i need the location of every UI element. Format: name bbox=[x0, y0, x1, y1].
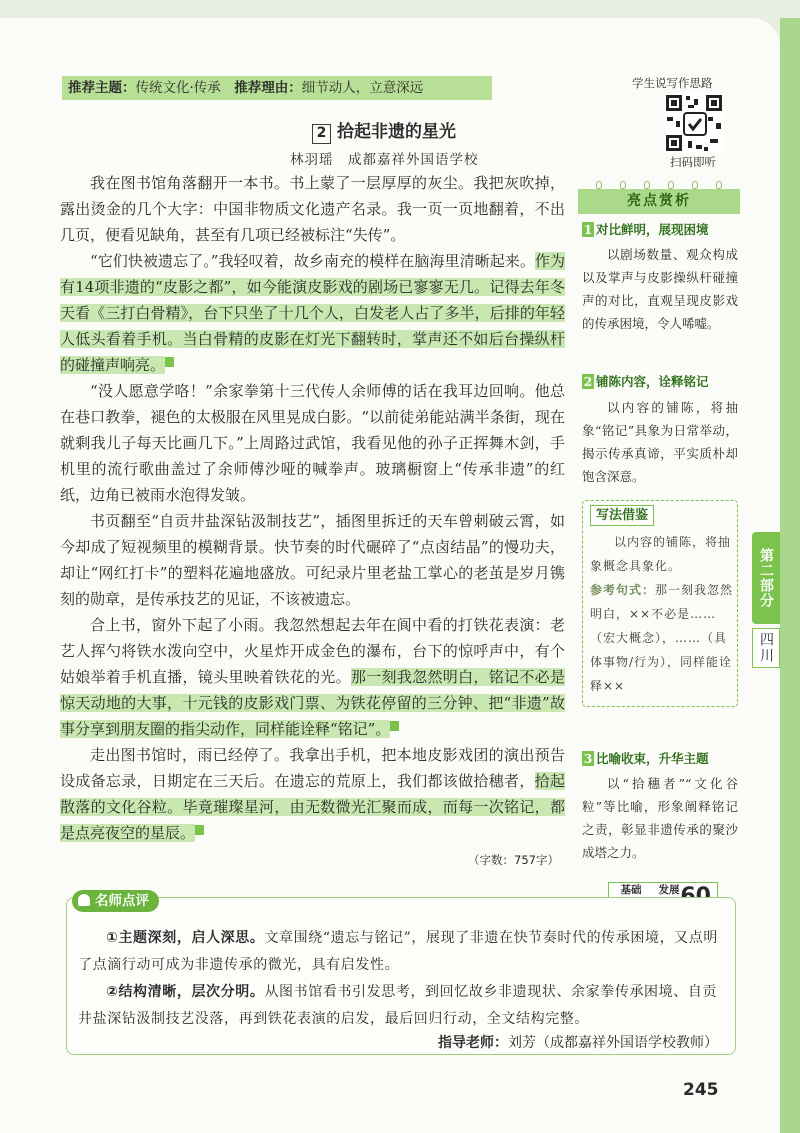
highlight-2-title: 2 铺陈内容，诠释铭记 bbox=[583, 374, 709, 389]
highlight-3-text: 以“拾穗者”“文化谷粒”等比喻，形象阐释铭记之责，彰显非遗传承的聚沙成塔之力。 bbox=[582, 776, 738, 860]
method-tag: 写法借鉴 bbox=[590, 505, 654, 526]
review-text bbox=[78, 925, 728, 1033]
review-tag: 名师点评 bbox=[72, 890, 159, 912]
paragraph: 我在图书馆角落翻开一本书。书上蒙了一层厚厚的灰尘。我把灰吹掉，露出烫金的几个大字：中国非物质文化遗产名录。我一页一页地翻着，不出几页，便看见缺角，甚至有几项已经被标注“失传”。 bbox=[60, 174, 565, 244]
method-text bbox=[590, 530, 734, 698]
article-title bbox=[312, 117, 456, 144]
reason-label: 推荐理由： bbox=[234, 80, 302, 96]
footnote-marker: 1 bbox=[165, 357, 174, 367]
highlight-1-title: 1 对比鲜明，展现困境 bbox=[583, 222, 709, 237]
paragraph bbox=[60, 612, 565, 742]
reference-text: 那一刻我忽然明白，××不必是……（宏大概念），……（具体事物/行为），同样能诠释×× bbox=[590, 583, 734, 693]
reason-value: 细节动人，立意深远 bbox=[301, 80, 424, 96]
qr-caption: 学生说写作思路 bbox=[632, 76, 713, 90]
paragraph: “没人愿意学咯！”余家拳第十三代传人余师傅的话在我耳边回响。他总在巷口教拳，褪色的太极服在风里晃成白影。“以前徒弟能站满半条街，现在就剩我儿子每天比画几下。”上周路过武馆，我看见他的孙子正挥舞木剑，手机里的流行歌曲盖过了余师傅沙哑的喊拳声。玻璃橱窗上“传承非遗”的红纸，边角已被雨水泡得发皱。 bbox=[60, 382, 565, 504]
paragraph bbox=[60, 742, 565, 846]
review-point: ①主题深刻，启人深思。文章围绕“遗忘与铭记”，展现了非遗在快节奏时代的传承困境，又点明了点滴行动可成为非遗传承的微光，具有启发性。 bbox=[78, 930, 718, 973]
page-number: 245 bbox=[683, 1080, 719, 1100]
footnote-marker: 3 bbox=[195, 825, 204, 835]
qr-code-icon[interactable] bbox=[664, 93, 724, 153]
highlight-3-title: 3 比喻收束，升华主题 bbox=[583, 751, 709, 766]
teacher-credit: 指导老师：刘芳（成都嘉祥外国语学校教师） bbox=[438, 1035, 718, 1051]
theme-label: 推荐主题： bbox=[68, 80, 136, 96]
basic-label: 基础 bbox=[620, 884, 642, 896]
highlight-1-text: 以剧场数量、观众构成以及掌声与皮影操纵杆碰撞声的对比，直观呈现皮影戏的传承困境，令人唏嘘。 bbox=[582, 247, 738, 331]
method-description: 以内容的铺陈，将抽象概念具象化。 bbox=[590, 535, 732, 573]
highlighted-text: 作为有14项非遗的“皮影之都”，如今能演皮影戏的剧场已寥寥无几。记得去年冬天看《三打白骨精》，台下只坐了十几个人，白发老人占了多半，后排的年轻人低头看着手机。当白骨精的皮影在灯光下翻转时，掌声还不如后台操纵杆的碰撞声响亮。 bbox=[60, 252, 565, 374]
article-author: 林羽瑶 成都嘉祥外国语学校 bbox=[290, 152, 479, 168]
article-number: 2 bbox=[312, 124, 331, 144]
right-green-band bbox=[780, 18, 800, 1133]
highlights-header: 亮点赏析 bbox=[578, 189, 740, 214]
article-title-text: 拾起非遗的星光 bbox=[337, 122, 456, 142]
word-count: （字数：757字） bbox=[468, 853, 559, 867]
qr-scan-label: 扫码即听 bbox=[670, 155, 716, 169]
person-icon bbox=[78, 894, 90, 906]
highlighted-text: 那一刻我忽然明白，铭记不必是惊天动地的大事，十元钱的皮影戏门票、为铁花停留的三分钟、把“非遗”故事分享到朋友圈的指尖动作，同样能诠释“铭记”。 bbox=[60, 668, 565, 738]
paragraph bbox=[60, 248, 565, 378]
review-point: ②结构清晰，层次分明。从图书馆看书引发思考，到回忆故乡非遗现状、余家拳传承困境、自贡井盐深钻汲制技艺没落，再到铁花表演的启发，最后回归行动，全文结构完整。 bbox=[78, 984, 718, 1027]
footnote-marker: 2 bbox=[390, 721, 399, 731]
highlighted-text: 拾起散落的文化谷粒。毕竟璀璨星河，由无数微光汇聚而成，而每一次铭记，都是点亮夜空的星辰。 bbox=[60, 772, 565, 842]
paragraph: 书页翻至“自贡井盐深钻汲制技艺”，插图里拆迁的天车曾刺破云霄，如今却成了短视频里的模糊背景。快节奏的时代碾碎了“点卤结晶”的慢功夫，却让“网红打卡”的塑料花遍地盛放。可纪录片里老盐工掌心的老茧是岁月镌刻的勋章，是传承技艺的见证，不该被遗忘。 bbox=[60, 512, 565, 608]
province-tab[interactable]: 四川 bbox=[752, 628, 780, 668]
paragraph-text: “它们快被遗忘了。”我轻叹着，故乡南充的模样在脑海里清晰起来。 bbox=[90, 252, 535, 270]
article-body bbox=[60, 170, 565, 846]
theme-value: 传统文化·传承 bbox=[135, 80, 221, 96]
reference-label: 参考句式： bbox=[590, 583, 656, 597]
topic-bar bbox=[62, 76, 492, 100]
paragraph-text: 合上书，窗外下起了小雨。我忽然想起去年在阆中看的打铁花表演：老艺人挥勺将铁水泼向空中，火星炸开成金色的瀑布，台下的惊呼声中，有个姑娘举着手机直播，镜头里映着铁花的光。 bbox=[60, 616, 565, 686]
highlight-2-text: 以内容的铺陈，将抽象“铭记”具象为日常举动，揭示传承真谛，平实质朴却饱含深意。 bbox=[582, 400, 738, 484]
paragraph-text: 走出图书馆时，雨已经停了。我拿出手机，把本地皮影戏团的演出预告设成备忘录，日期定在三天后。在遗忘的荒原上，我们都该做拾穗者， bbox=[60, 746, 565, 790]
part-tab[interactable]: 第二部分 bbox=[752, 532, 780, 624]
development-label: 发展 bbox=[658, 884, 680, 896]
